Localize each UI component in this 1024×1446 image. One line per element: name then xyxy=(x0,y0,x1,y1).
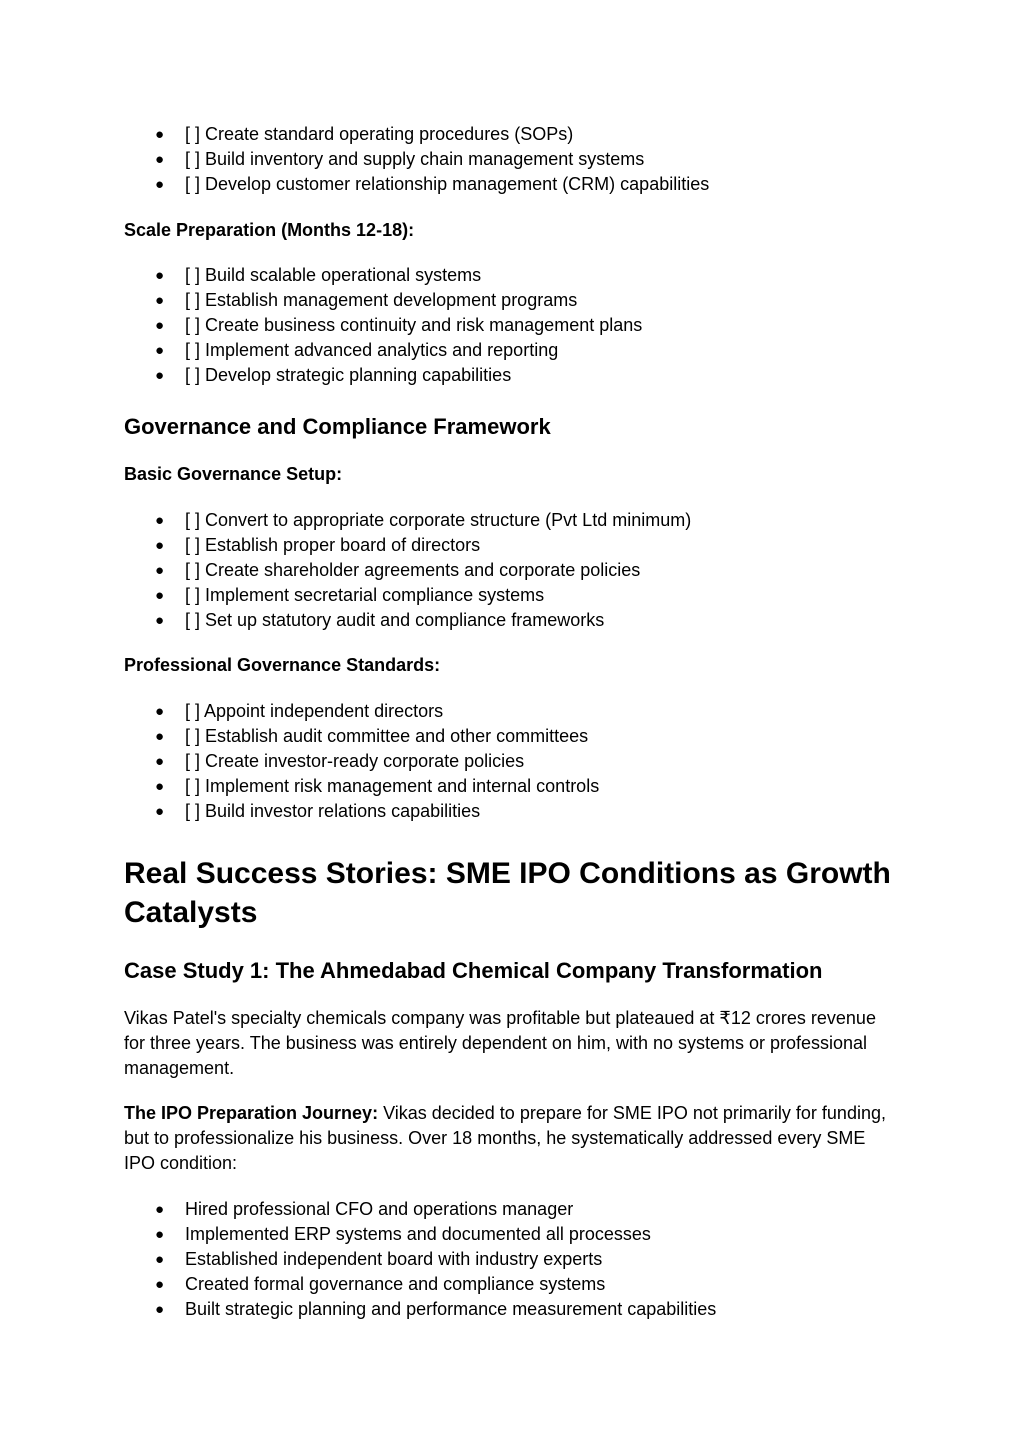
bullet-icon: ● xyxy=(155,612,165,629)
bullet-icon: ● xyxy=(155,151,165,168)
governance-heading: Governance and Compliance Framework xyxy=(124,414,551,439)
bullet-icon: ● xyxy=(155,267,165,284)
list-item: ● [ ] Create investor-ready corporate policies xyxy=(124,749,599,774)
list-item: ● [ ] Establish management development programs xyxy=(124,288,642,313)
list-item: ● Hired professional CFO and operations manager xyxy=(124,1197,716,1222)
case-study-heading: Case Study 1: The Ahmedabad Chemical Company Transformation xyxy=(124,958,823,983)
bullet-icon: ● xyxy=(155,367,165,384)
bullet-icon: ● xyxy=(155,126,165,143)
bullet-icon: ● xyxy=(155,317,165,334)
list-item: ● [ ] Develop customer relationship management (CRM) capabilities xyxy=(124,172,709,197)
list-item: ● [ ] Implement advanced analytics and reporting xyxy=(124,338,642,363)
list-item: ● [ ] Create shareholder agreements and corporate policies xyxy=(124,558,691,583)
case-intro-paragraph: Vikas Patel's specialty chemicals company was profitable but plateaued at ₹12 crores revenue for three years. The business was entirely dependent on him, with no systems or professional management. xyxy=(124,1008,876,1078)
operations-checklist xyxy=(124,122,709,197)
list-item: ● [ ] Create business continuity and risk management plans xyxy=(124,313,642,338)
list-item: ● Established independent board with industry experts xyxy=(124,1247,716,1272)
list-item: ● [ ] Implement risk management and internal controls xyxy=(124,774,599,799)
bullet-icon: ● xyxy=(155,1276,165,1293)
bullet-icon: ● xyxy=(155,176,165,193)
bullet-icon: ● xyxy=(155,753,165,770)
professional-governance-checklist xyxy=(124,699,599,824)
list-item: ● [ ] Establish audit committee and other committees xyxy=(124,724,599,749)
bullet-icon: ● xyxy=(155,512,165,529)
bullet-icon: ● xyxy=(155,778,165,795)
ipo-journey-label: The IPO Preparation Journey: xyxy=(124,1103,379,1123)
list-item: ● [ ] Create standard operating procedures (SOPs) xyxy=(124,122,709,147)
ipo-journey-paragraph xyxy=(124,1101,894,1176)
professional-governance-heading: Professional Governance Standards: xyxy=(124,655,441,675)
list-item: ● Created formal governance and compliance systems xyxy=(124,1272,716,1297)
scale-checklist xyxy=(124,263,642,388)
bullet-icon: ● xyxy=(155,728,165,745)
scale-preparation-heading: Scale Preparation (Months 12-18): xyxy=(124,220,415,240)
list-item: ● [ ] Develop strategic planning capabilities xyxy=(124,363,642,388)
bullet-icon: ● xyxy=(155,342,165,359)
list-item: ● [ ] Build investor relations capabilities xyxy=(124,799,599,824)
ipo-journey-text: Vikas decided to prepare for SME IPO not primarily for funding, but to professionalize his business. Over 18 months, he systematically addressed every SME IPO condition: xyxy=(124,1103,886,1173)
basic-governance-heading: Basic Governance Setup: xyxy=(124,464,343,484)
list-item: ● [ ] Build scalable operational systems xyxy=(124,263,642,288)
bullet-icon: ● xyxy=(155,803,165,820)
list-item: ● [ ] Convert to appropriate corporate structure (Pvt Ltd minimum) xyxy=(124,508,691,533)
bullet-icon: ● xyxy=(155,587,165,604)
basic-governance-checklist xyxy=(124,508,691,633)
bullet-icon: ● xyxy=(155,562,165,579)
list-item: ● [ ] Set up statutory audit and compliance frameworks xyxy=(124,608,691,633)
success-stories-heading: Real Success Stories: SME IPO Conditions as Growth Catalysts xyxy=(124,857,891,929)
list-item: ● [ ] Appoint independent directors xyxy=(124,699,599,724)
bullet-icon: ● xyxy=(155,1301,165,1318)
list-item: ● Built strategic planning and performance measurement capabilities xyxy=(124,1297,716,1322)
list-item: ● [ ] Establish proper board of directors xyxy=(124,533,691,558)
bullet-icon: ● xyxy=(155,1201,165,1218)
list-item: ● [ ] Build inventory and supply chain management systems xyxy=(124,147,709,172)
bullet-icon: ● xyxy=(155,1226,165,1243)
bullet-icon: ● xyxy=(155,537,165,554)
list-item: ● [ ] Implement secretarial compliance systems xyxy=(124,583,691,608)
bullet-icon: ● xyxy=(155,1251,165,1268)
bullet-icon: ● xyxy=(155,292,165,309)
list-item: ● Implemented ERP systems and documented all processes xyxy=(124,1222,716,1247)
journey-actions-list xyxy=(124,1197,716,1322)
bullet-icon: ● xyxy=(155,703,165,720)
